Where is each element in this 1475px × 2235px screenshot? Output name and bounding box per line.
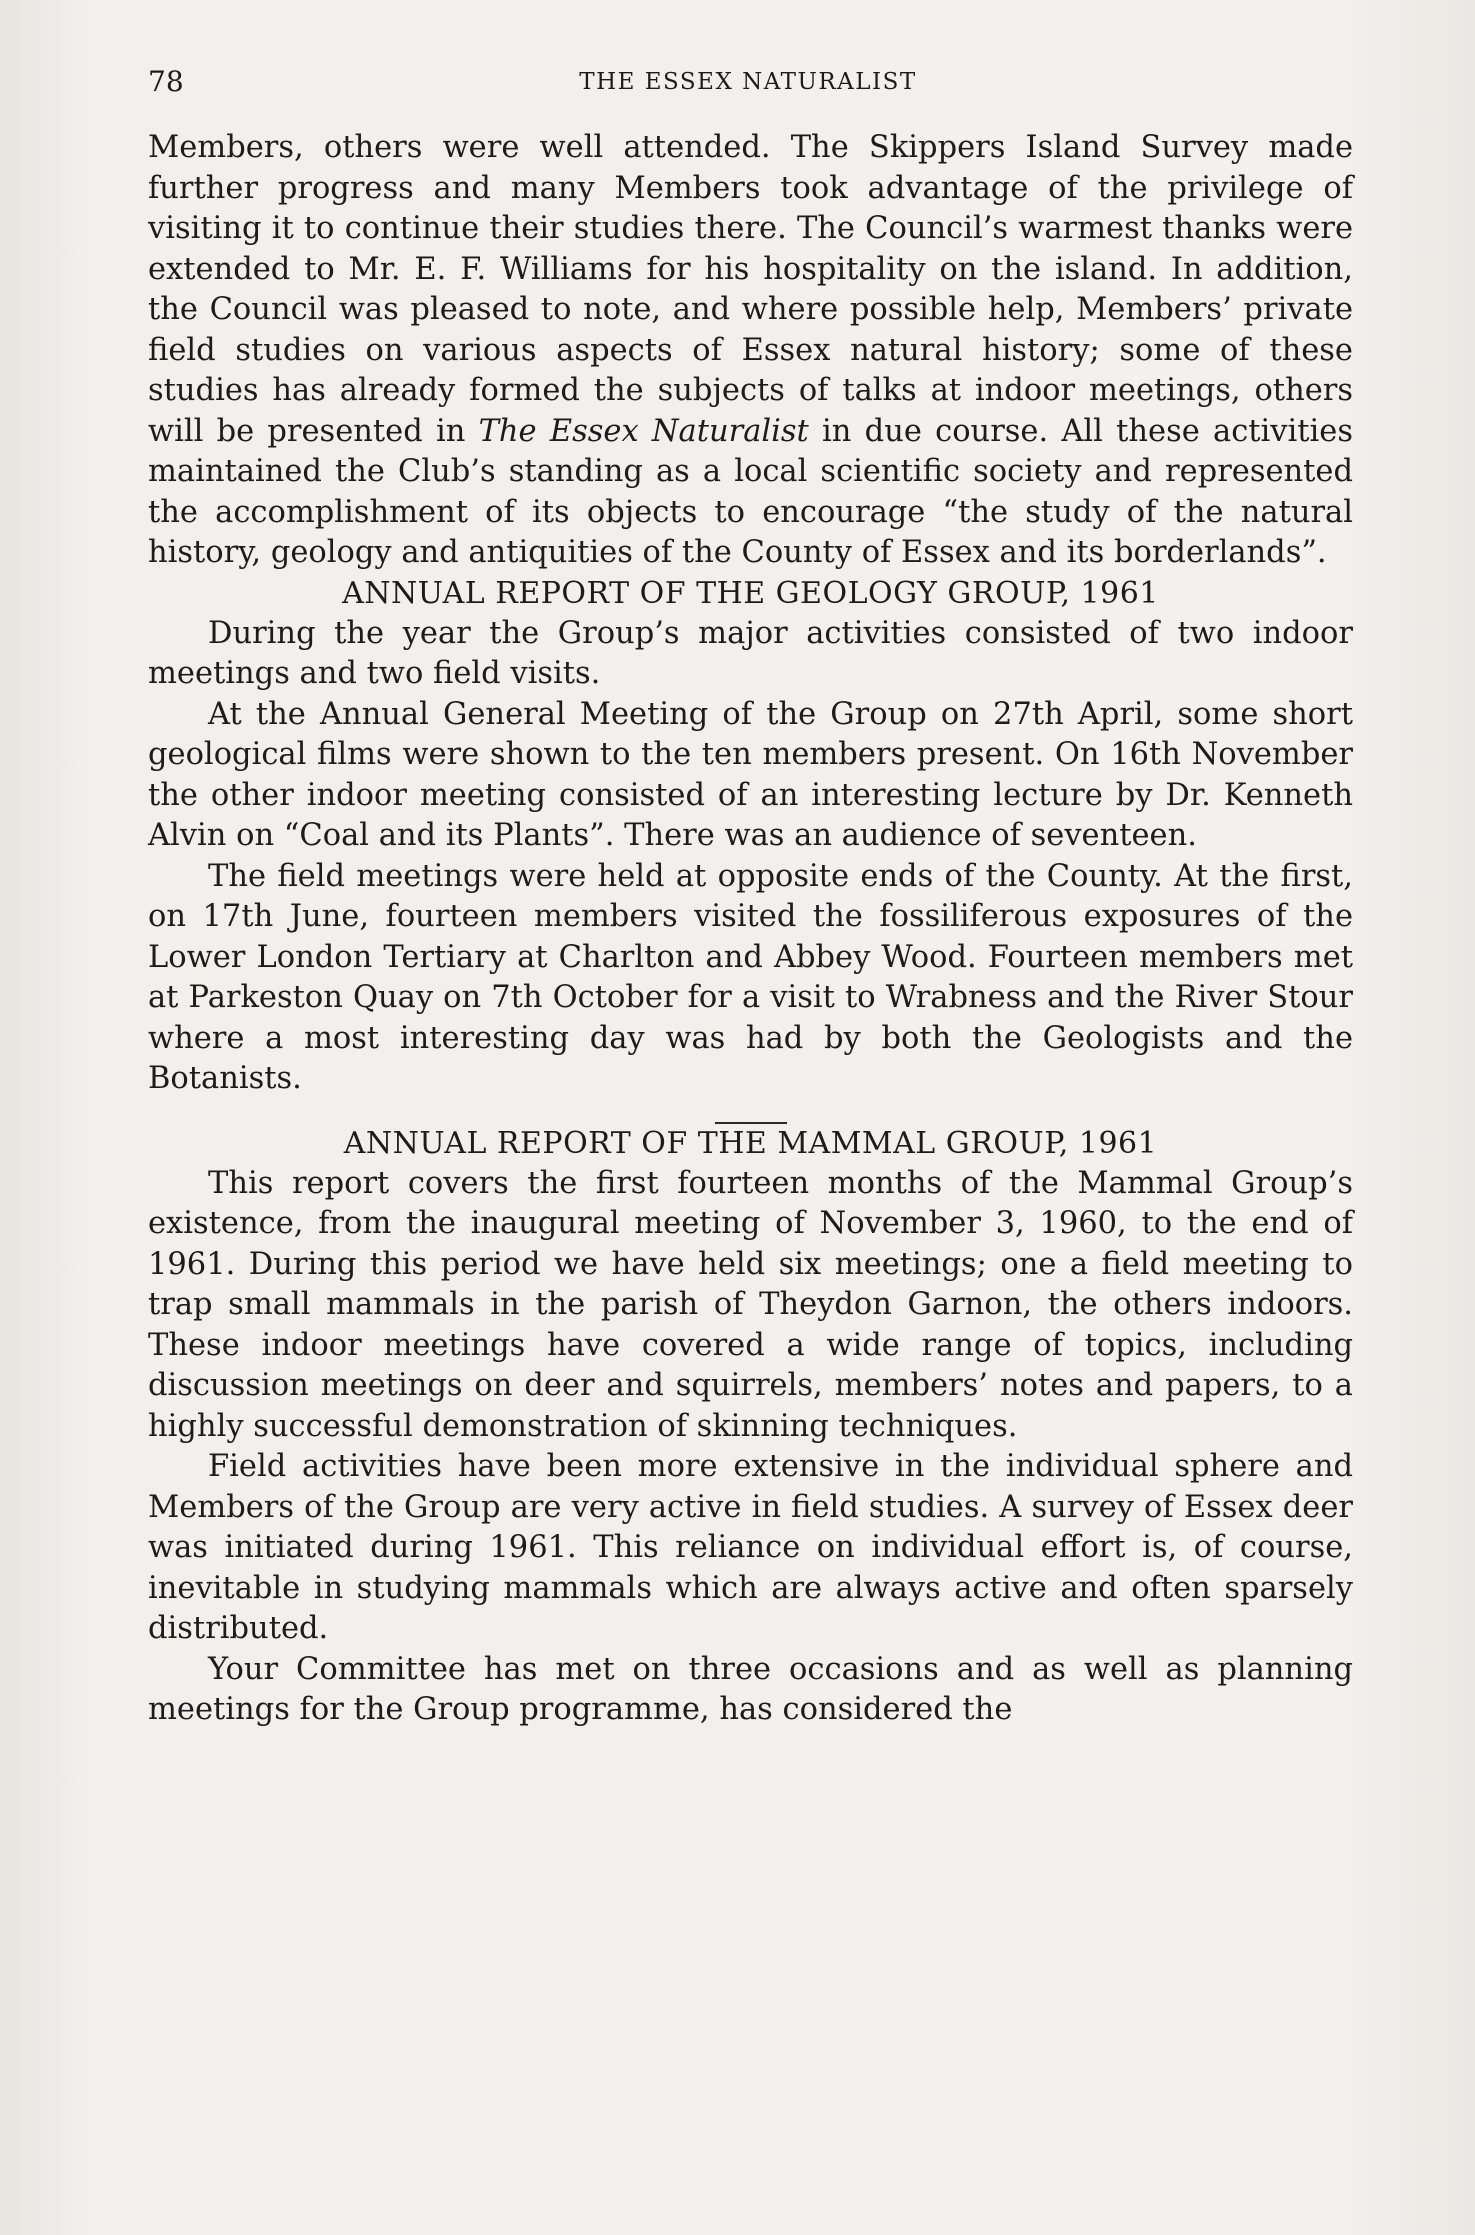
journal-title-italic: The Essex Naturalist bbox=[478, 413, 809, 449]
geology-paragraph: At the Annual General Meeting of the Group on 27th April, some short geological films were shown to the ten members present. On 16th November the other indoor meeting consisted of an interesting lecture by Dr. Kenneth Alvin on “Coal and its Plants”. There was an audience of seventeen. bbox=[148, 696, 1353, 853]
intro-paragraph bbox=[148, 128, 1353, 574]
page-body bbox=[148, 128, 1353, 1731]
mammal-report-heading: ANNUAL REPORT OF THE MAMMAL GROUP, 1961 bbox=[343, 1125, 1158, 1161]
page-header bbox=[148, 62, 1348, 102]
intro-text-start: Members, others were well attended. The Skippers Island Survey made further progress and many Members took advantage of the privilege of visiting it to continue their studies there. The Council’s warmest thanks were extended to Mr. E. F. Williams for his hospitality on the island. In addition, the Council was pleased to note, and where possible help, Members’ private field studies on various aspects of Essex natural history; some of these studies has already formed the subjects of talks at indoor meetings, others will be presented in bbox=[148, 130, 1353, 449]
mammal-paragraph: This report covers the first fourteen months of the Mammal Group’s existence, from the inaugural meeting of November 3, 1960, to the end of 1961. During this period we have held six meetings; one a field meeting to trap small mammals in the parish of Theydon Garnon, the others indoors. These indoor meetings have covered a wide range of topics, including discussion meetings on deer and squirrels, members’ notes and papers, to a highly successful demonstration of skinning techniques. bbox=[148, 1165, 1353, 1444]
mammal-paragraph: Your Committee has met on three occasions and as well as planning meetings for the Group programme, has considered the bbox=[148, 1651, 1353, 1727]
page-number: 78 bbox=[148, 65, 184, 98]
intro-text-end: in due course. All these activities maintained the Club’s standing as a local scientific society and represented the accomplishment of its objects to encourage “the study of the natural history, geology and antiquities of the County of Essex and its borderlands”. bbox=[148, 413, 1354, 570]
geology-paragraph: During the year the Group’s major activities consisted of two indoor meetings and two field visits. bbox=[148, 615, 1353, 691]
mammal-paragraph: Field activities have been more extensive in the individual sphere and Members of the Group are very active in field studies. A survey of Essex deer was initiated during 1961. This reliance on individual effort is, of course, inevitable in studying mammals which are always active and often sparsely distributed. bbox=[148, 1449, 1353, 1646]
geology-paragraph: The field meetings were held at opposite ends of the County. At the first, on 17th June, fourteen members visited the fossiliferous exposures of the Lower London Tertiary at Charlton and Abbey Wood. Fourteen members met at Parkeston Quay on 7th October for a visit to Wrabness and the River Stour where a most interesting day was had by both the Geologists and the Botanists. bbox=[148, 858, 1353, 1096]
running-head: THE ESSEX NATURALIST bbox=[579, 69, 917, 95]
geology-report-heading: ANNUAL REPORT OF THE GEOLOGY GROUP, 1961 bbox=[342, 575, 1159, 611]
